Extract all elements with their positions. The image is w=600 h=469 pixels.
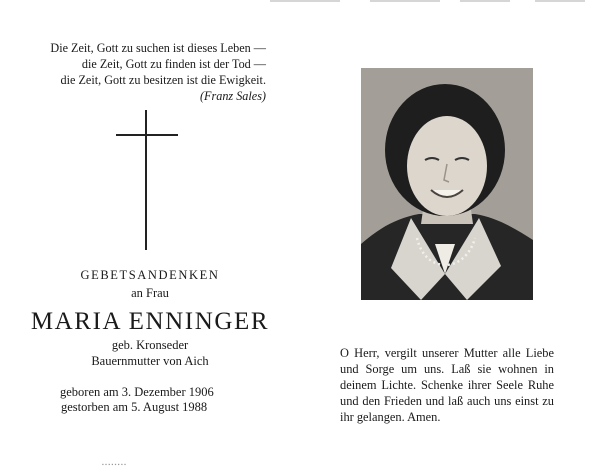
top-edge-line bbox=[535, 0, 585, 2]
death-date: gestorben am 5. August 1988 bbox=[61, 400, 208, 414]
deceased-name: MARIA ENNINGER bbox=[30, 308, 270, 335]
quote-line: Die Zeit, Gott zu suchen ist dieses Leben — bbox=[50, 41, 266, 55]
card-heading: GEBETSANDENKEN bbox=[80, 268, 220, 282]
quote-attribution: (Franz Sales) bbox=[199, 89, 266, 103]
quote-line: die Zeit, Gott zu besitzen ist die Ewigkeit. bbox=[60, 73, 266, 87]
portrait-illustration bbox=[361, 68, 533, 300]
card-for-label: an Frau bbox=[131, 286, 169, 300]
cross-horizontal-bar bbox=[116, 134, 178, 136]
cross-icon bbox=[116, 110, 178, 250]
printer-imprint-mark: ▪ ▪ ▪ ▪ ▪ ▪ ▪ ▪ bbox=[102, 462, 126, 468]
quote-line: die Zeit, Gott zu finden ist der Tod — bbox=[81, 57, 266, 71]
deceased-role: Bauernmutter von Aich bbox=[91, 354, 209, 368]
top-edge-line bbox=[270, 0, 340, 2]
birth-date: geboren am 3. Dezember 1906 bbox=[60, 385, 214, 399]
top-edge-line bbox=[370, 0, 440, 2]
prayer-text: O Herr, vergilt unserer Mutter alle Liebe und Sorge um uns. Laß sie wohnen in deinem Lichte. Schenke ihrer Seele Ruhe und den Frieden und laß auch uns einst zu ihr gelangen. Amen. bbox=[340, 346, 554, 424]
maiden-name: geb. Kronseder bbox=[111, 338, 189, 352]
portrait-photo bbox=[361, 68, 533, 300]
top-edge-line bbox=[460, 0, 510, 2]
cross-vertical-bar bbox=[145, 110, 147, 250]
life-dates bbox=[60, 385, 260, 415]
quote-block bbox=[20, 40, 266, 104]
